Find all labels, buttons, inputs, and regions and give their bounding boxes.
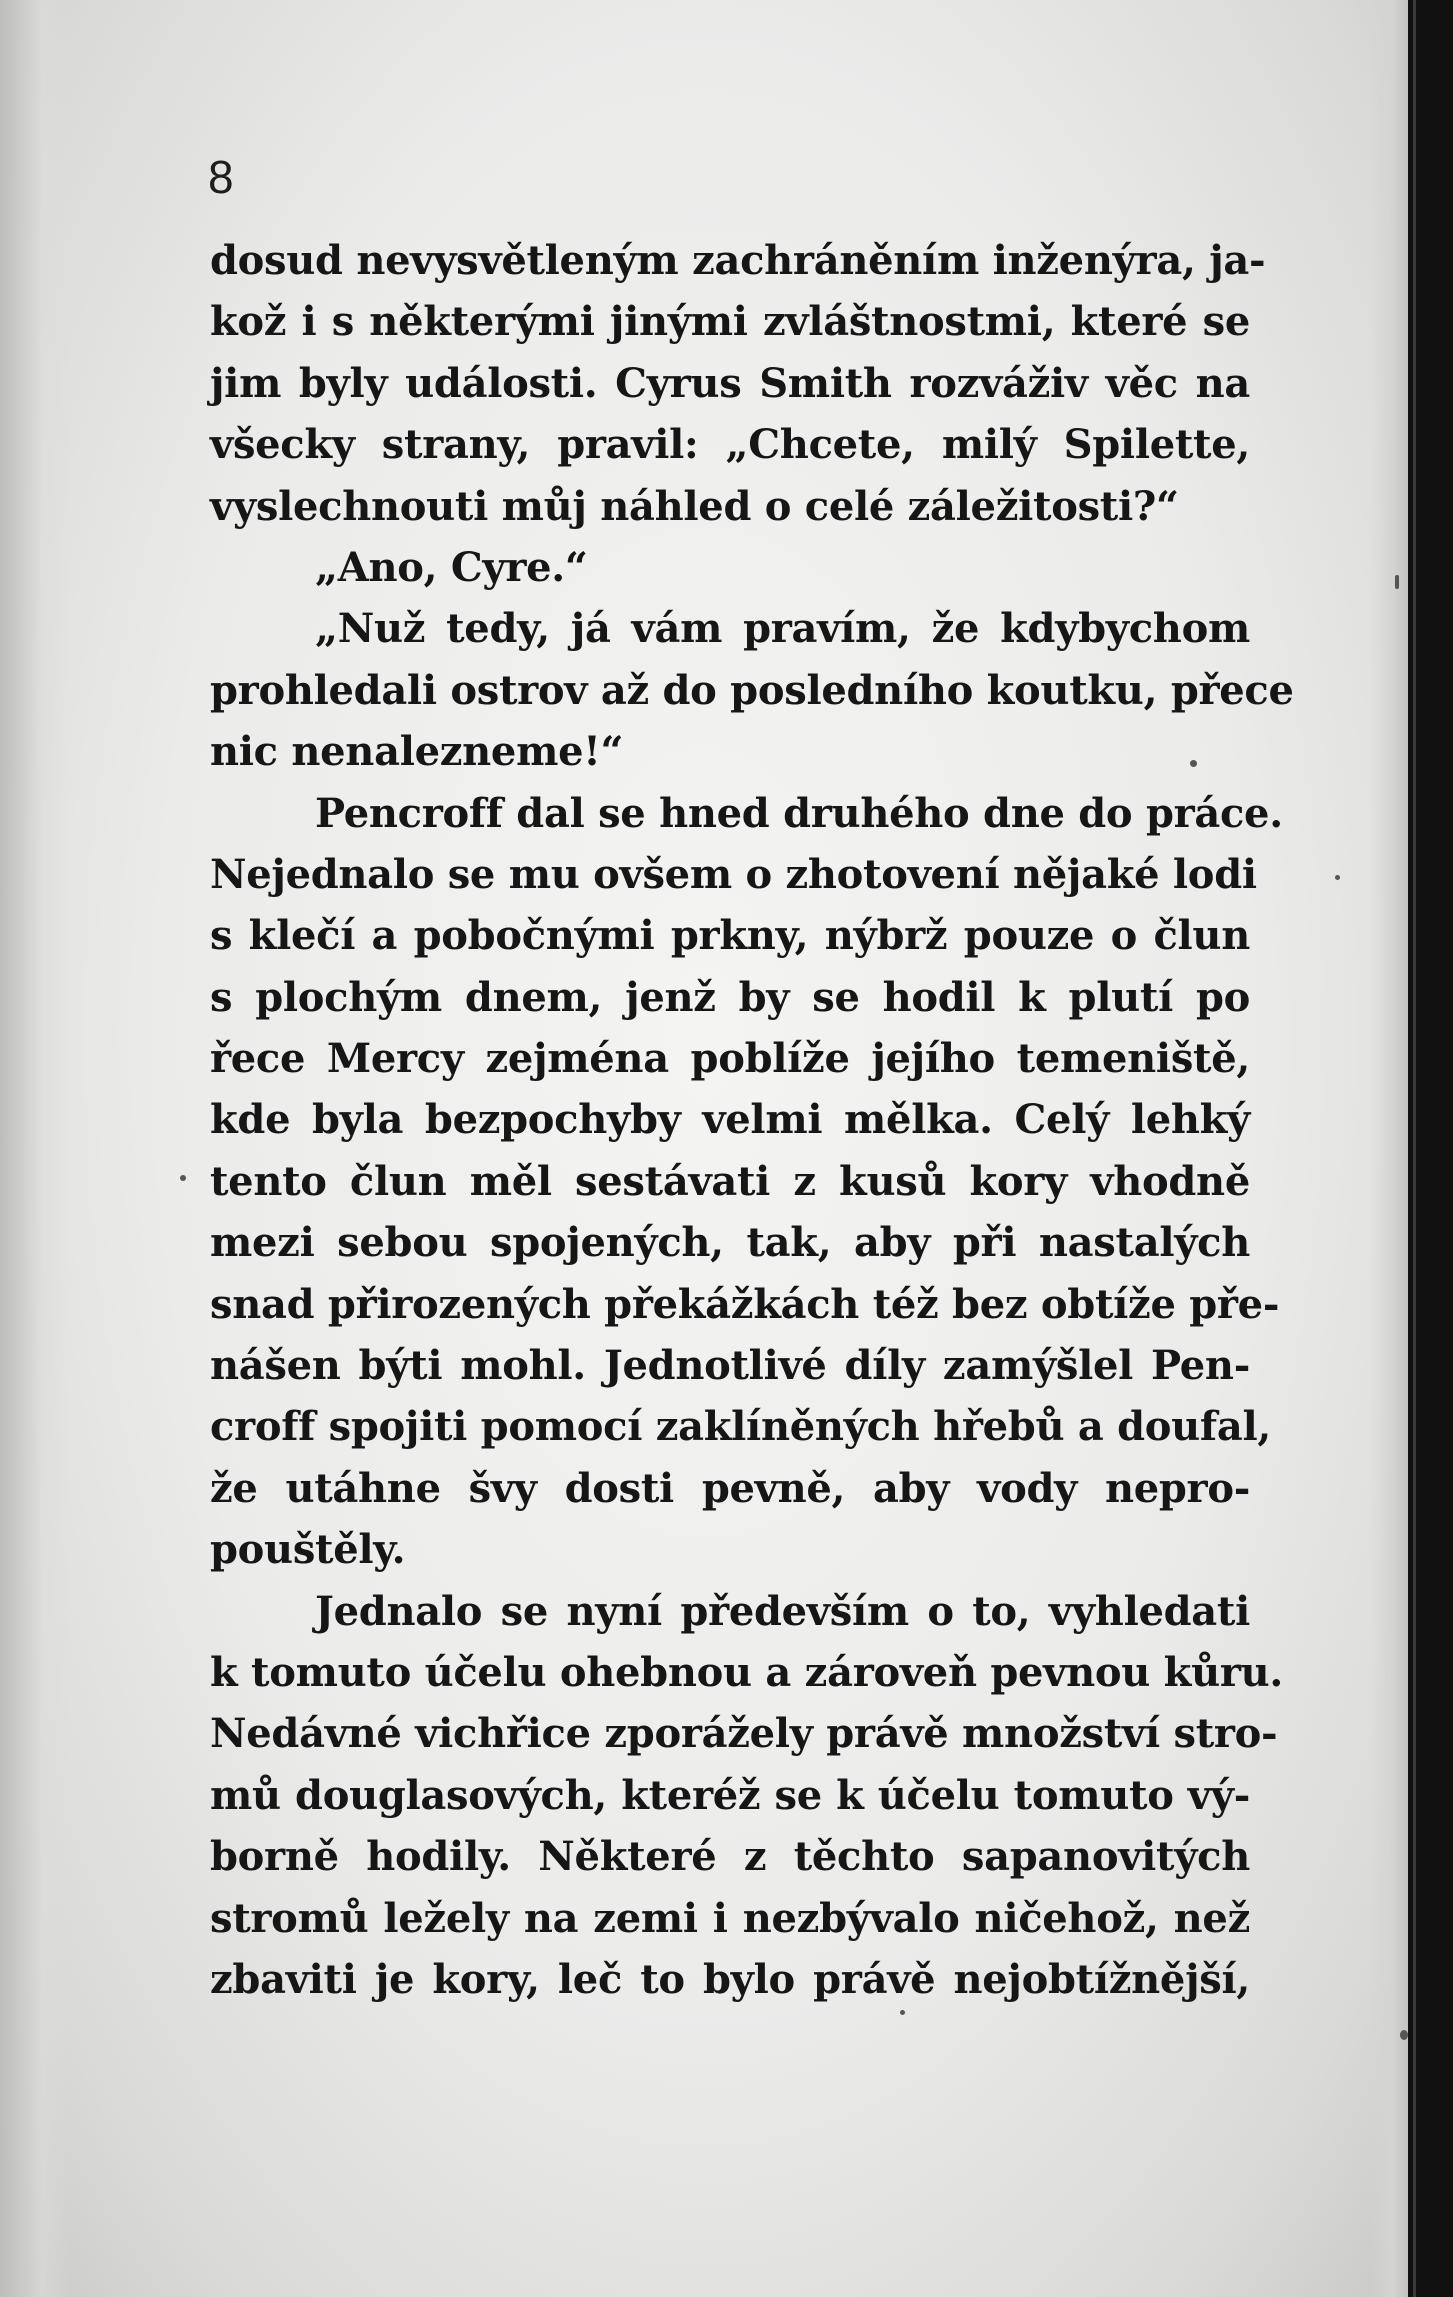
text-line: prohledali ostrov až do posledního koutku, přece: [210, 666, 1294, 714]
text-line: Jednalo se nyní především o to, vyhledati: [315, 1587, 1250, 1635]
text-line: mů douglasových, kteréž se k účelu tomuto vý-: [210, 1771, 1250, 1819]
scan-edge-line: [1413, 0, 1416, 2297]
text-line: mezi sebou spojených, tak, aby při nastalých: [210, 1219, 1250, 1267]
body-text: [210, 230, 1294, 2010]
print-speck: [180, 1175, 186, 1181]
text-line: snad přirozených překážkách též bez obtíže pře-: [210, 1280, 1280, 1328]
print-speck: [1190, 760, 1197, 767]
text-line: s klečí a pobočnými prkny, nýbrž pouze o člun: [210, 912, 1250, 960]
text-line: vyslechnouti můj náhled o celé záležitosti?“: [210, 482, 1179, 530]
print-speck: [900, 2010, 905, 2015]
right-edge-shading: [1370, 0, 1408, 2297]
text-line: Nedávné vichřice zporážely právě množství stro-: [210, 1710, 1278, 1758]
text-line: všecky strany, pravil: „Chcete, milý Spilette,: [210, 421, 1250, 469]
print-speck: [1395, 575, 1399, 589]
text-line: kož i s některými jinými zvláštnostmi, které se: [210, 298, 1250, 346]
print-speck: [1335, 875, 1340, 880]
text-line: jim byly události. Cyrus Smith rozváživ věc na: [210, 359, 1250, 407]
text-line: pouštěly.: [210, 1526, 406, 1574]
text-line: s plochým dnem, jenž by se hodil k plutí po: [210, 973, 1250, 1021]
text-line: Nejednalo se mu ovšem o zhotovení nějaké lodi: [210, 850, 1257, 898]
text-line: „Nuž tedy, já vám pravím, že kdybychom: [315, 605, 1250, 653]
text-line: nic nenalezneme!“: [210, 728, 624, 776]
text-line: zbaviti je kory, leč to bylo právě nejobtížnější,: [210, 1955, 1250, 2003]
text-line: stromů ležely na zemi i nezbývalo ničehož, než: [210, 1894, 1250, 1942]
left-edge-shading: [0, 0, 70, 2297]
text-line: borně hodily. Některé z těchto sapanovitých: [210, 1833, 1250, 1881]
text-line: tento člun měl sestávati z kusů kory vhodně: [210, 1157, 1250, 1205]
text-line: kde byla bezpochyby velmi mělka. Celý lehký: [210, 1096, 1250, 1144]
text-line: že utáhne švy dosti pevně, aby vody nepro-: [210, 1464, 1250, 1512]
print-speck: [1400, 2030, 1408, 2040]
page-number: 8: [208, 151, 234, 203]
text-line: Pencroff dal se hned druhého dne do práce.: [315, 789, 1283, 837]
text-line: k tomuto účelu ohebnou a zároveň pevnou kůru.: [210, 1648, 1284, 1696]
text-line: croff spojiti pomocí zaklíněných hřebů a doufal,: [210, 1403, 1271, 1451]
text-line: nášen býti mohl. Jednotlivé díly zamýšlel Pen-: [210, 1342, 1250, 1390]
text-line: „Ano, Cyre.“: [315, 543, 588, 591]
text-line: dosud nevysvětleným zachráněním inženýra, ja-: [210, 237, 1266, 284]
text-line: řece Mercy zejména poblíže jejího temeniště,: [210, 1035, 1250, 1083]
